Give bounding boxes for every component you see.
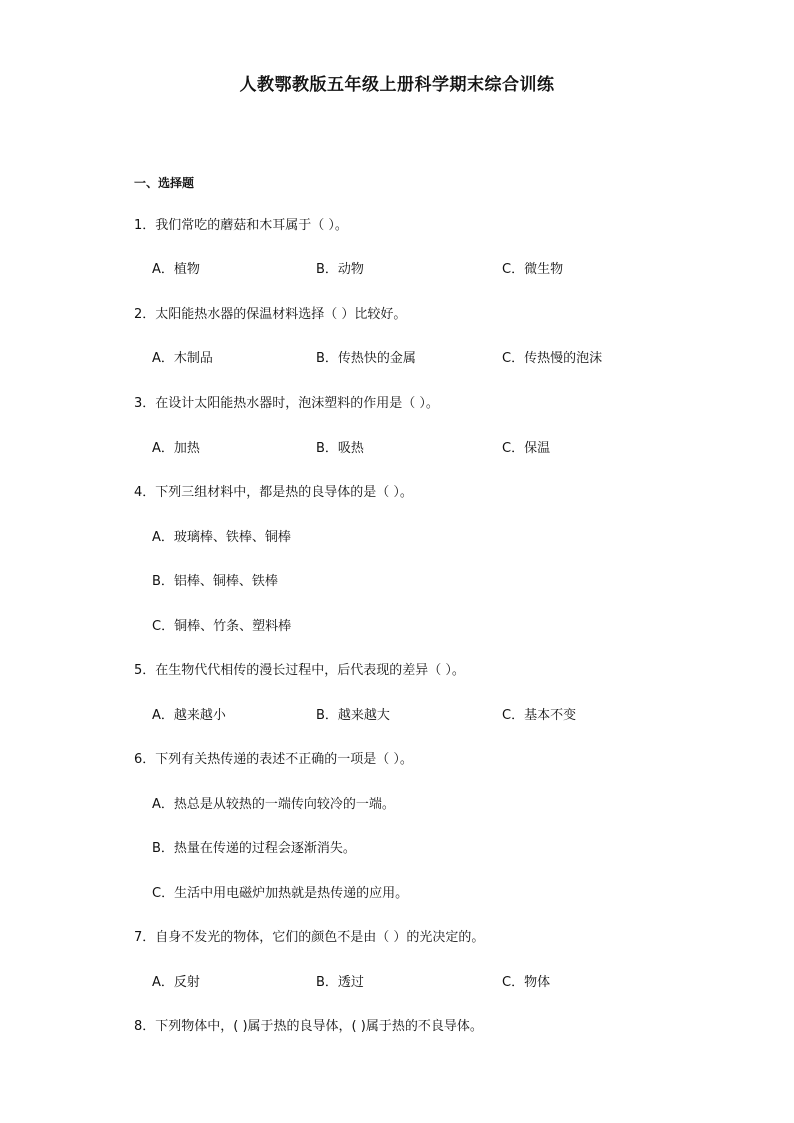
q2-option-a: A．木制品 — [152, 351, 213, 366]
page-title: 人教鄂教版五年级上册科学期末综合训练 — [239, 75, 555, 95]
q5-option-a: A．越来越小 — [152, 708, 226, 723]
q4-option-c: C．铜棒、竹条、塑料棒 — [152, 619, 292, 634]
q5-option-b: B．越来越大 — [316, 708, 390, 723]
question-2: 2．太阳能热水器的保温材料选择（ ）比较好。 — [134, 307, 407, 322]
question-1: 1．我们常吃的蘑菇和木耳属于（ ）。 — [134, 218, 348, 233]
question-4: 4．下列三组材料中，都是热的良导体的是（ ）。 — [134, 485, 413, 500]
q4-option-b: B．铝棒、铜棒、铁棒 — [152, 574, 278, 589]
q6-option-c: C．生活中用电磁炉加热就是热传递的应用。 — [152, 886, 409, 901]
q3-option-b: B．吸热 — [316, 441, 364, 456]
q1-option-c: C．微生物 — [502, 262, 564, 277]
q7-option-a: A．反射 — [152, 975, 200, 990]
q1-option-a: A．植物 — [152, 262, 200, 277]
q4-option-a: A．玻璃棒、铁棒、铜棒 — [152, 530, 291, 545]
question-7: 7．自身不发光的物体，它们的颜色不是由（ ）的光决定的。 — [134, 930, 485, 945]
q7-option-b: B．透过 — [316, 975, 364, 990]
q7-option-c: C．物体 — [502, 975, 551, 990]
q2-option-c: C．传热慢的泡沫 — [502, 351, 603, 366]
question-8: 8．下列物体中，( )属于热的良导体，( )属于热的不良导体。 — [134, 1019, 483, 1034]
question-6: 6．下列有关热传递的表述不正确的一项是（ ）。 — [134, 752, 413, 767]
q1-option-b: B．动物 — [316, 262, 364, 277]
q6-option-b: B．热量在传递的过程会逐渐消失。 — [152, 841, 356, 856]
section-heading: 一、选择题 — [134, 176, 195, 190]
q3-option-c: C．保温 — [502, 441, 551, 456]
question-3: 3．在设计太阳能热水器时，泡沫塑料的作用是（ ）。 — [134, 396, 439, 411]
question-5: 5．在生物代代相传的漫长过程中，后代表现的差异（ ）。 — [134, 663, 465, 678]
q5-option-c: C．基本不变 — [502, 708, 577, 723]
q3-option-a: A．加热 — [152, 441, 200, 456]
q2-option-b: B．传热快的金属 — [316, 351, 416, 366]
q6-option-a: A．热总是从较热的一端传向较冷的一端。 — [152, 797, 395, 812]
